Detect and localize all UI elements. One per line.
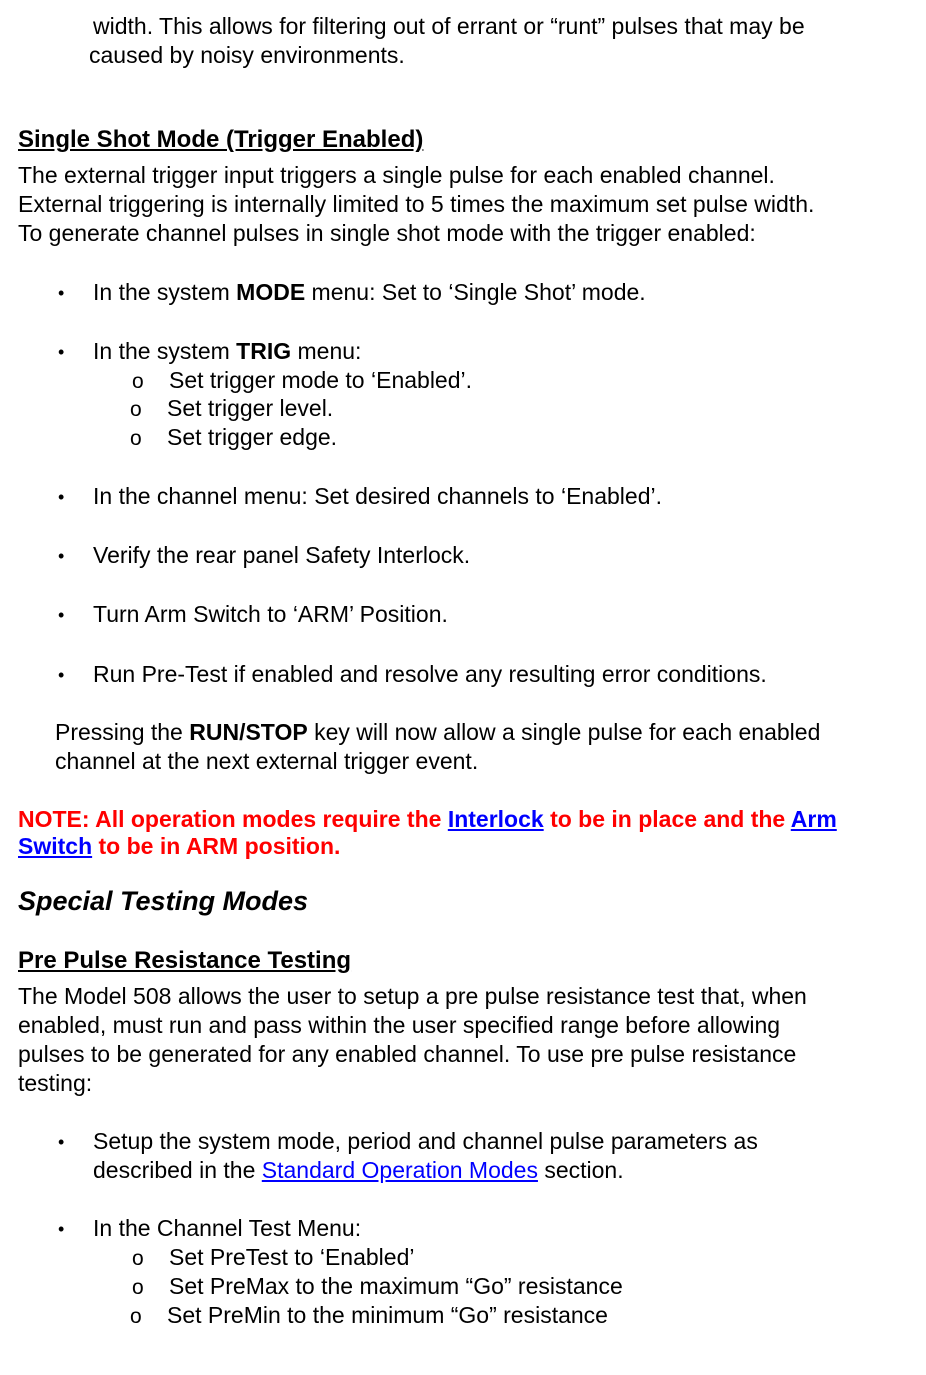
- sub-item-trigger-edge: Set trigger edge.: [167, 424, 338, 450]
- arm-switch-link[interactable]: Arm: [790, 806, 837, 832]
- run-stop-para-line-2: channel at the next external trigger event.: [55, 748, 479, 774]
- list-item-setup-line-1: Setup the system mode, period and channel pulse parameters as: [93, 1128, 758, 1154]
- bullet-icon: •: [58, 283, 65, 303]
- section-heading-single-shot: Single Shot Mode (Trigger Enabled): [18, 126, 424, 153]
- bullet-icon: •: [58, 342, 65, 362]
- list-item-trig: In the system TRIG menu:: [93, 338, 362, 364]
- run-stop-para-line-1: Pressing the RUN/STOP key will now allow a single pulse for each enabled: [55, 719, 821, 745]
- single-shot-para-line-1: The external trigger input triggers a single pulse for each enabled channel.: [18, 162, 775, 188]
- section-heading-pre-pulse: Pre Pulse Resistance Testing: [18, 947, 352, 974]
- sub-bullet-icon: o: [130, 427, 142, 450]
- pre-pulse-para-line-2: enabled, must run and pass within the user specified range before allowing: [18, 1012, 781, 1038]
- list-item-channel-test-menu: In the Channel Test Menu:: [93, 1215, 362, 1241]
- arm-switch-link-cont[interactable]: Switch: [18, 833, 93, 859]
- pre-pulse-para-line-1: The Model 508 allows the user to setup a pre pulse resistance test that, when: [18, 983, 807, 1009]
- note-line-2: Switch to be in ARM position.: [18, 833, 341, 859]
- single-shot-para-line-2: External triggering is internally limited to 5 times the maximum set pulse width.: [18, 191, 815, 217]
- list-item-interlock: Verify the rear panel Safety Interlock.: [93, 542, 471, 568]
- pre-pulse-para-line-3: pulses to be generated for any enabled channel. To use pre pulse resistance: [18, 1041, 797, 1067]
- list-item-setup-line-2: described in the Standard Operation Modes section.: [93, 1157, 624, 1183]
- sub-bullet-icon: o: [132, 370, 144, 393]
- list-item-arm-switch: Turn Arm Switch to ‘ARM’ Position.: [93, 601, 448, 627]
- pre-pulse-para-line-4: testing:: [18, 1070, 93, 1096]
- list-item-channel-menu: In the channel menu: Set desired channels to ‘Enabled’.: [93, 483, 662, 509]
- note-line-1: NOTE: All operation modes require the Interlock to be in place and the Arm: [18, 806, 837, 832]
- bullet-icon: •: [58, 487, 65, 507]
- list-item-mode: In the system MODE menu: Set to ‘Single Shot’ mode.: [93, 279, 646, 305]
- interlock-link[interactable]: Interlock: [447, 806, 544, 832]
- sub-item-trigger-level: Set trigger level.: [167, 395, 334, 421]
- bullet-icon: •: [58, 665, 65, 685]
- sub-bullet-icon: o: [132, 1247, 144, 1270]
- standard-operation-modes-link[interactable]: Standard Operation Modes: [261, 1157, 538, 1183]
- sub-bullet-icon: o: [130, 398, 142, 421]
- sub-item-premin: Set PreMin to the minimum “Go” resistance: [167, 1302, 608, 1328]
- bullet-icon: •: [58, 605, 65, 625]
- intro-line-1: width. This allows for filtering out of errant or “runt” pulses that may be: [93, 13, 805, 39]
- section-heading-special-testing: Special Testing Modes: [18, 886, 309, 916]
- bullet-icon: •: [58, 1132, 65, 1152]
- bullet-icon: •: [58, 1219, 65, 1239]
- sub-item-pretest: Set PreTest to ‘Enabled’: [169, 1244, 415, 1270]
- sub-item-trigger-mode: Set trigger mode to ‘Enabled’.: [169, 367, 473, 393]
- intro-line-2: caused by noisy environments.: [89, 42, 405, 68]
- single-shot-para-line-3: To generate channel pulses in single shot mode with the trigger enabled:: [18, 220, 756, 246]
- sub-item-premax: Set PreMax to the maximum “Go” resistance: [169, 1273, 623, 1299]
- sub-bullet-icon: o: [130, 1305, 142, 1328]
- list-item-pretest: Run Pre-Test if enabled and resolve any resulting error conditions.: [93, 661, 767, 687]
- sub-bullet-icon: o: [132, 1276, 144, 1299]
- bullet-icon: •: [58, 546, 65, 566]
